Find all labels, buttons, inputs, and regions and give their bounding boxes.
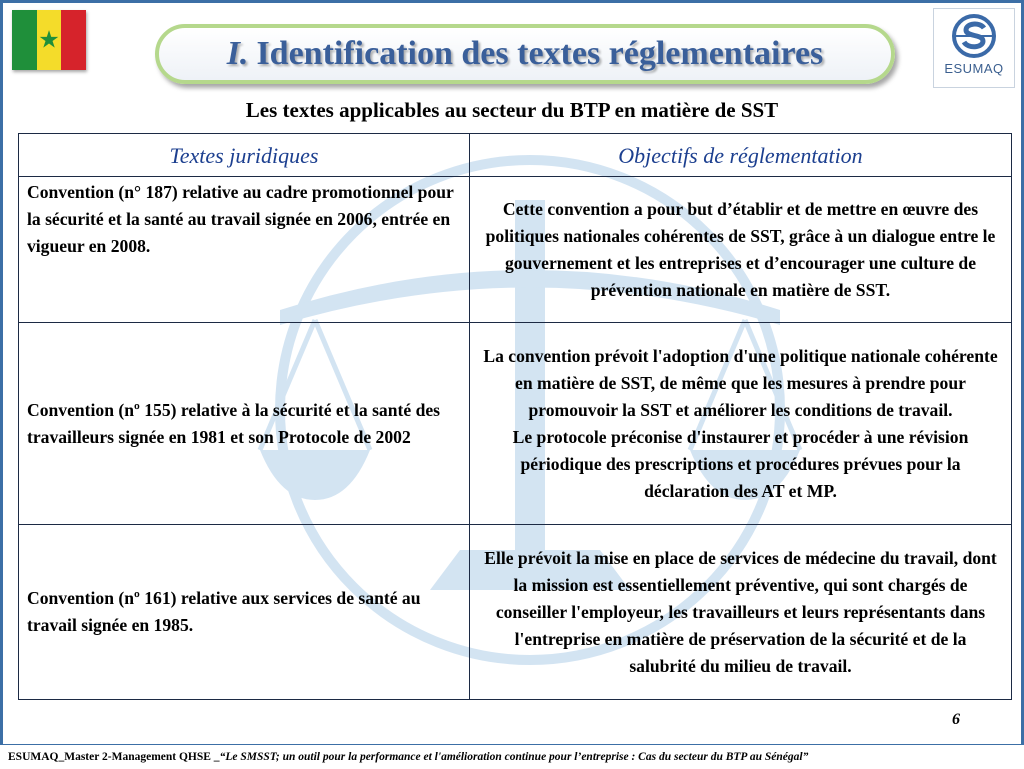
logo-text: ESUMAQ [944,61,1004,76]
column-header-objectives: Objectifs de réglementation [470,134,1012,177]
footer-open-quote: “ [219,751,226,763]
objective-paragraph: Le protocole préconise d'instaurer et procéder à une révision périodique des prescriptions et procédures prévues pour la déclaration des AT et MP. [512,426,969,501]
slide-title [227,35,824,73]
title-text: Identification des textes réglementaires [256,35,824,72]
title-number: I. [226,35,249,72]
objective-cell [470,323,1012,525]
table-row [19,177,1012,323]
table-header-row [19,134,1012,177]
objective-paragraph: La convention prévoit l'adoption d'une politique nationale cohérente en matière de SST, de même que les mesures à prendre pour promouvoir la SST et améliorer les conditions de travail. [483,345,998,420]
objective-cell: Cette convention a pour but d’établir et de mettre en œuvre des politiques nationales cohérentes de SST, grâce à un dialogue entre le gouvernement et les entreprises et d’encourager une culture de prévention nationale en matière de SST. [470,177,1012,323]
title-box [155,24,895,84]
legal-text-cell: Convention (nº 155) relative à la sécurité et la santé des travailleurs signée en 1981 et son Protocole de 2002 [19,323,470,525]
footer-close-quote: ” [802,751,809,763]
slide-subtitle: Les textes applicables au secteur du BTP en matière de SST [245,98,779,122]
footer-prefix: ESUMAQ_Master 2-Management QHSE _ [8,751,220,763]
regulations-table [18,133,1012,700]
legal-text-cell: Convention (nº 161) relative aux services de santé au travail signée en 1985. [19,525,470,700]
column-header-texts: Textes juridiques [19,134,470,177]
senegal-flag-icon: ★ [12,10,86,70]
table-row [19,323,1012,525]
table-row [19,525,1012,700]
esumaq-logo-icon [933,8,1015,88]
objective-cell: Elle prévoit la mise en place de services de médecine du travail, dont la mission est essentiellement préventive, qui sont chargés de conseiller l'employeur, les travailleurs et leurs représentants dans l'entreprise en matière de préservation de la sécurité et de la salubrité du milieu de travail. [470,525,1012,700]
page-number: 6 [952,711,960,728]
legal-text-cell: Convention (n° 187) relative au cadre promotionnel pour la sécurité et la santé au travail signée en 2006, entrée en vigueur en 2008. [19,177,470,323]
footer [0,744,1024,768]
footer-thesis-title: Le SMSST; un outil pour la performance et l'amélioration continue pour l’entreprise : Cas du secteur du BTP au Sénégal [225,751,803,763]
